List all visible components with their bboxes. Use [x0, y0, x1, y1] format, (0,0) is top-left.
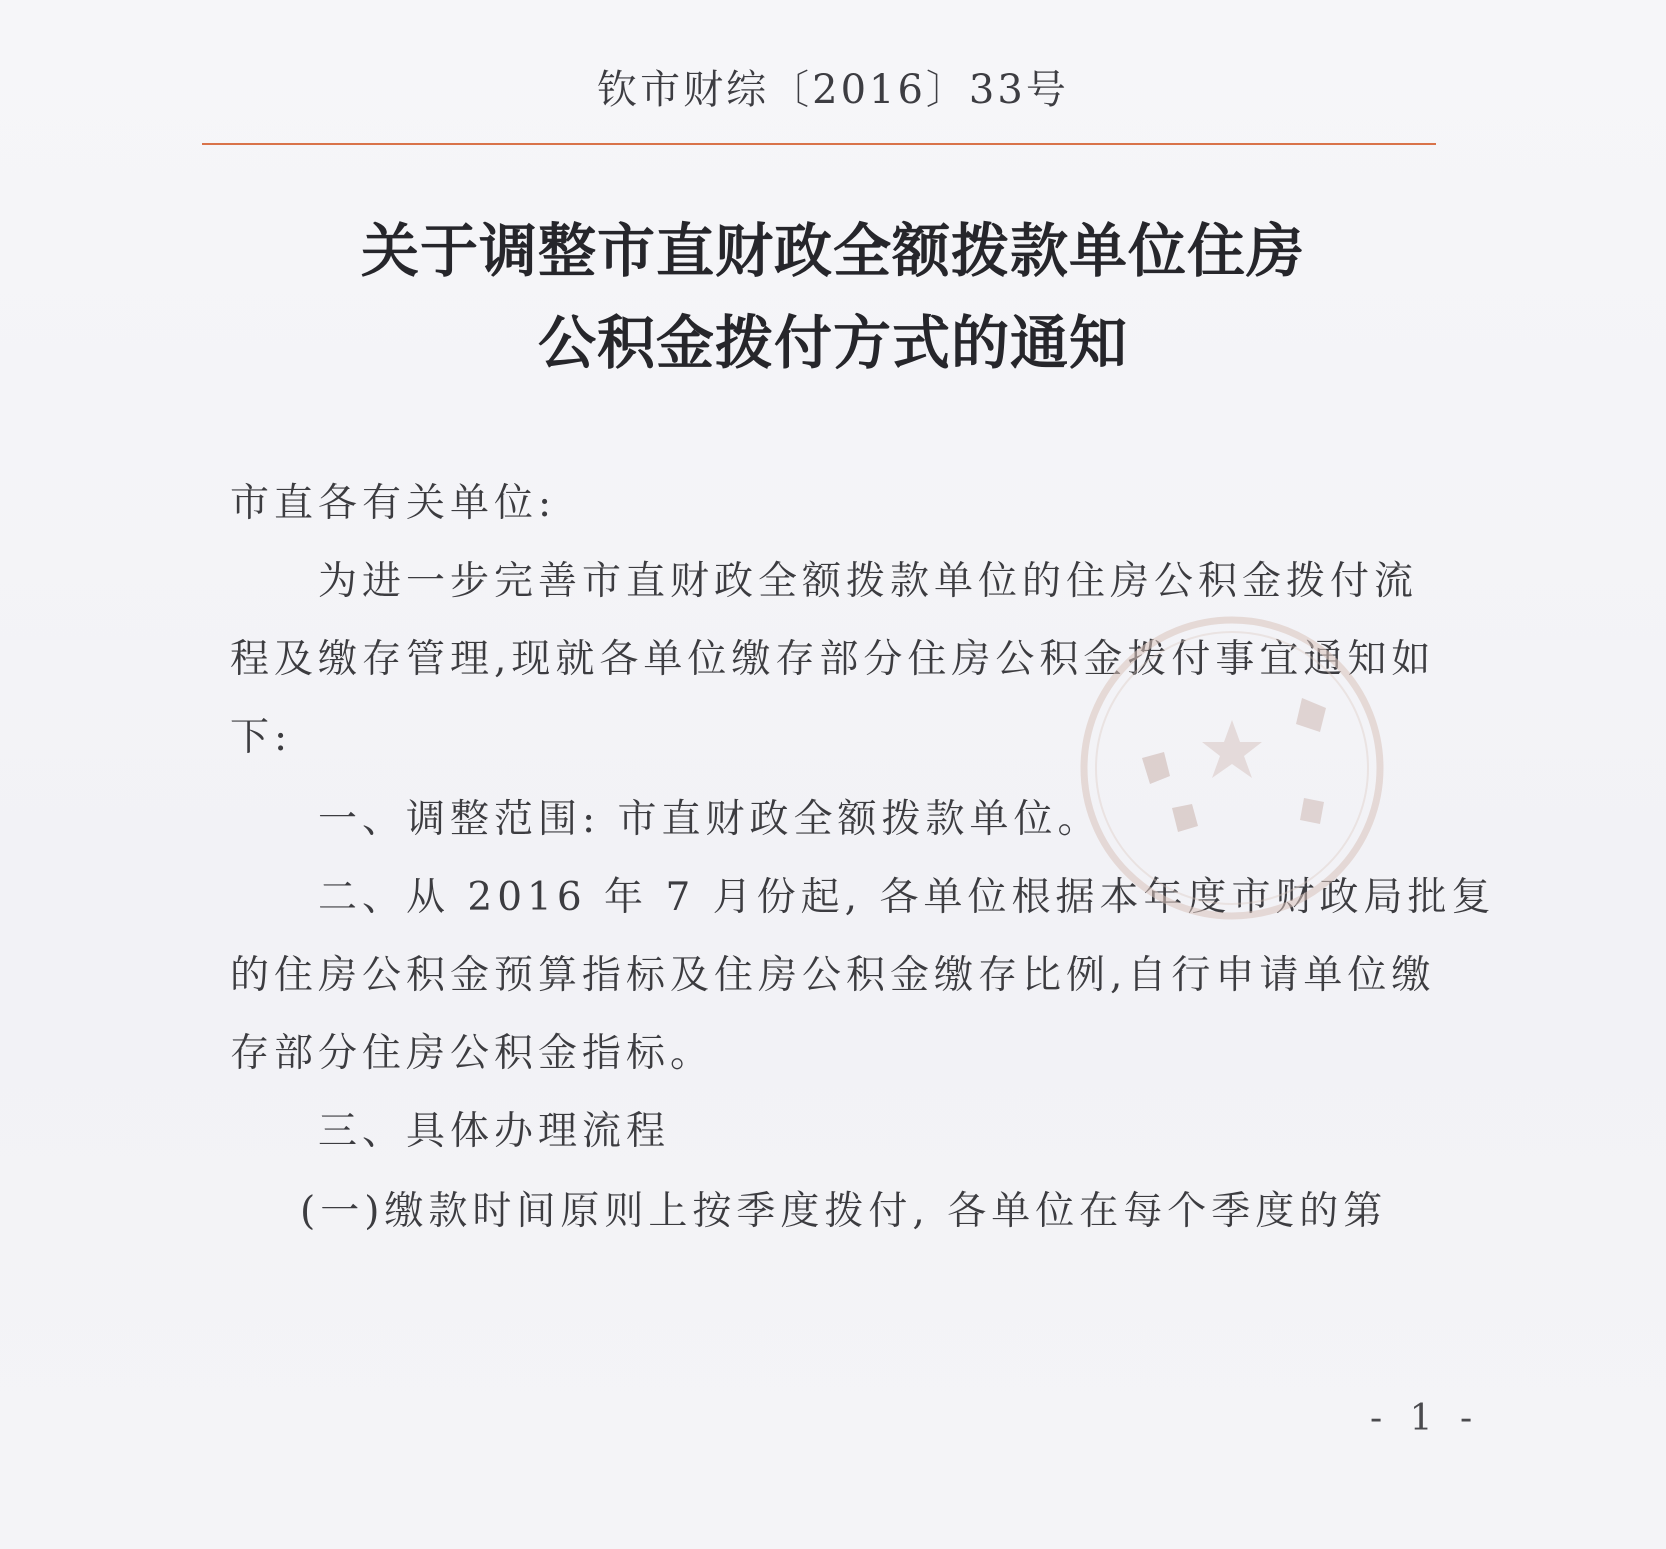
title-line-2: 公积金拨付方式的通知 [537, 309, 1128, 377]
section-one-line: 一、调整范围: 市直财政全额拨款单位。 [318, 797, 1102, 842]
section-three-heading: 三、具体办理流程 [318, 1109, 671, 1154]
subsection-one-line: (一)缴款时间原则上按季度拨付, 各单位在每个季度的第 [300, 1189, 1388, 1234]
paragraph-line: 为进一步完善市直财政全额拨款单位的住房公积金拨付流 [318, 559, 1419, 604]
paragraph-line: 的住房公积金预算指标及住房公积金缴存比例,自行申请单位缴 [230, 953, 1436, 998]
salutation: 市直各有关单位: [230, 481, 557, 526]
title-line-1: 关于调整市直财政全额拨款单位住房 [360, 217, 1305, 285]
red-divider-line [202, 143, 1436, 145]
document-title [0, 205, 1666, 389]
paragraph-line: 下: [230, 715, 293, 760]
document-number: 钦市财综〔2016〕33号 [597, 67, 1069, 113]
paragraph-line: 程及缴存管理,现就各单位缴存部分住房公积金拨付事宜通知如 [230, 637, 1436, 682]
official-seal-stamp [1072, 608, 1392, 928]
page-number: - 1 - [1370, 1398, 1481, 1439]
section-two-line: 二、从 2016 年 7 月份起, 各单位根据本年度市财政局批复 [318, 875, 1496, 920]
paragraph-line: 存部分住房公积金指标。 [230, 1031, 715, 1076]
